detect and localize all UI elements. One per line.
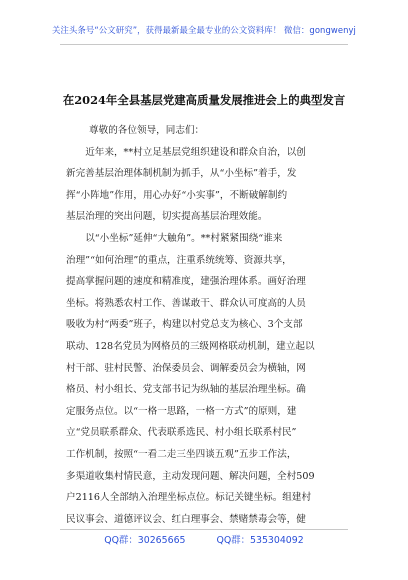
body-line: 近年来，**村立足基层党组织建设和群众自治，以创 (85, 146, 306, 158)
body-line: 村干部、驻村民警、治保委员会、调解委员会为横轴，网 (66, 362, 306, 374)
body-line: 基层治理的突出问题，切实提高基层治理效能。 (66, 211, 268, 223)
body-line: 治理”“如何治理”的重点，注重系统统筹、资源共享， (66, 254, 292, 266)
header-divider (60, 44, 348, 45)
body-line: 户2116人全部纳入治理坐标点位。标记关键坐标。组建村 (66, 492, 312, 504)
body-line: 吸收为村“两委”班子，构建以村党总支为核心、3个支部 (66, 319, 303, 331)
footer-qq-group-1: QQ群：30265665 (104, 535, 186, 546)
body-line: 立“党员联系群众、代表联系选民、村小组长联系村民” (66, 427, 297, 439)
body-line: 新完善基层治理体制机制为抓手，从“小坐标”着手，发 (66, 168, 297, 180)
body-line: 以“小坐标”延伸“大触角”。**村紧紧围绕“谁来 (85, 232, 283, 244)
body-line: 工作机制，按照“一看二走三坐四谈五观”五步工作法， (66, 448, 297, 460)
body-line: 格员、村小组长、党支部书记为纵轴的基层治理坐标。确 (66, 384, 306, 396)
header-banner: 关注头条号“公文研究”，获得最新最全最专业的公文资料库！ 微信：gongwenyj (52, 25, 356, 35)
body-line: 定服务点位。以“一格一思路，一格一方式”的原则，建 (66, 405, 297, 417)
body-line: 联动、128名党员为网格员的三级网格联动机制，建立起以 (66, 340, 315, 352)
body-line: 坐标。将熟悉农村工作、善谋敢干、群众认可度高的人员 (66, 297, 306, 309)
footer-qq-group-2: QQ群：535304092 (216, 535, 304, 546)
document-title: 在2024年全县基层党建高质量发展推进会上的典型发言 (62, 93, 346, 107)
body-line: 民议事会、道德评议会、红白理事会、禁赌禁毒会等，健 (66, 513, 306, 525)
body-line: 提高掌握问题的速度和精准度，建强治理体系。画好治理 (66, 276, 306, 288)
body-line: 多渠道收集村情民意，主动发现问题、解决问题，全村509 (66, 470, 315, 482)
footer (0, 532, 408, 546)
body-line: 挥“小阵地”作用，用心办好“小实事”，不断破解制约 (66, 189, 288, 201)
document-body (66, 120, 348, 530)
footer-divider (60, 529, 348, 530)
salutation: 尊敬的各位领导，同志们： (89, 125, 205, 136)
